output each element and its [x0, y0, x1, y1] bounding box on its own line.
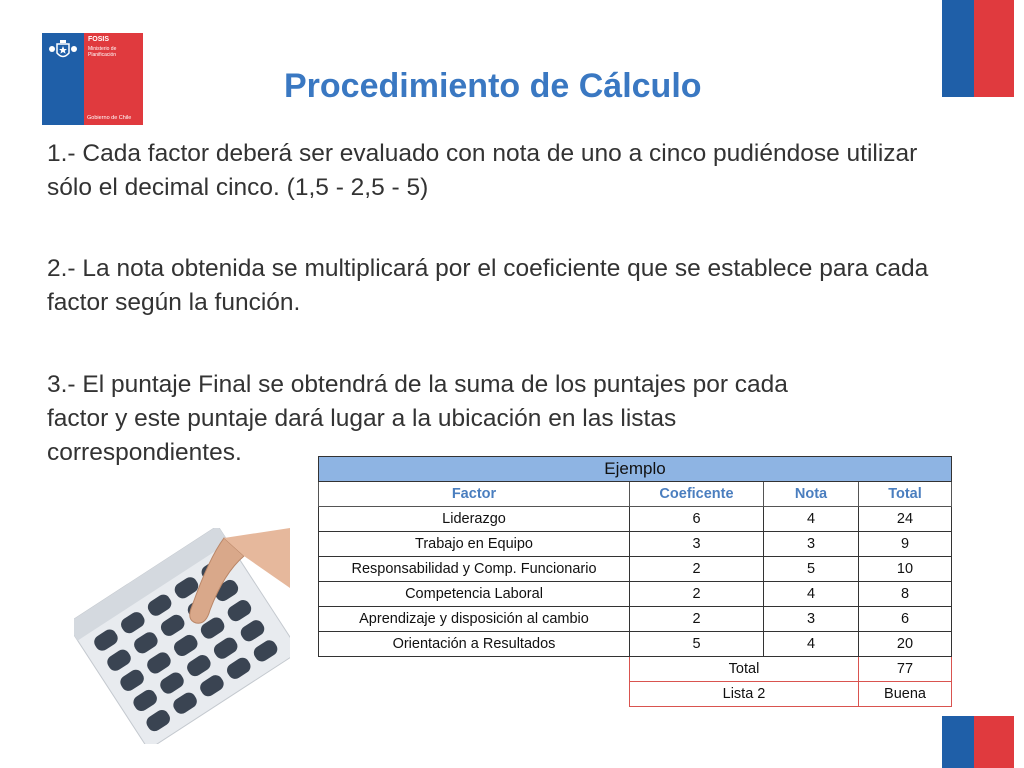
corner-red-bar: [974, 716, 1014, 768]
cell-nota: 3: [764, 532, 859, 557]
cell-coeficente: 6: [630, 507, 764, 532]
empty-cell: [319, 657, 630, 682]
cell-factor: Competencia Laboral: [319, 582, 630, 607]
table-row: [319, 632, 952, 657]
table-row: [319, 582, 952, 607]
logo-red-band: [84, 33, 143, 125]
logo-footer: Gobierno de Chile: [87, 115, 132, 121]
cell-factor: Aprendizaje y disposición al cambio: [319, 607, 630, 632]
table-header-row: [319, 482, 952, 507]
header-factor: Factor: [319, 482, 630, 507]
table-row: [319, 607, 952, 632]
example-table: [318, 456, 952, 707]
cell-factor: Responsabilidad y Comp. Funcionario: [319, 557, 630, 582]
cell-total: 20: [859, 632, 952, 657]
total-row: [319, 657, 952, 682]
cell-nota: 5: [764, 557, 859, 582]
fosis-logo: [42, 33, 143, 125]
list-row: [319, 682, 952, 707]
corner-flag-top: [942, 0, 1014, 97]
cell-coeficente: 3: [630, 532, 764, 557]
table-caption-row: [319, 457, 952, 482]
logo-name: FOSIS: [88, 36, 110, 43]
empty-cell: [319, 682, 630, 707]
corner-flag-bottom: [942, 716, 1014, 768]
cell-total: 6: [859, 607, 952, 632]
cell-nota: 4: [764, 632, 859, 657]
coat-of-arms-icon: [47, 39, 79, 63]
cell-factor: Trabajo en Equipo: [319, 532, 630, 557]
cell-coeficente: 2: [630, 582, 764, 607]
table-row: [319, 532, 952, 557]
corner-red-bar: [974, 0, 1014, 97]
paragraph-1: 1.- Cada factor deberá ser evaluado con nota de uno a cinco pudiéndose utilizar sólo el decimal cinco. (1,5 - 2,5 - 5): [47, 140, 918, 201]
total-label: Total: [630, 657, 859, 682]
total-value: 77: [859, 657, 952, 682]
cell-total: 8: [859, 582, 952, 607]
corner-blue-bar: [942, 716, 974, 768]
cell-nota: 3: [764, 607, 859, 632]
calculator-image: [74, 528, 290, 744]
list-label: Lista 2: [630, 682, 859, 707]
paragraph-2: 2.- La nota obtenida se multiplicará por el coeficiente que se establece para cada factor según la función.: [47, 255, 929, 316]
cell-factor: Orientación a Resultados: [319, 632, 630, 657]
cell-coeficente: 5: [630, 632, 764, 657]
cell-total: 24: [859, 507, 952, 532]
header-total: Total: [859, 482, 952, 507]
cell-nota: 4: [764, 582, 859, 607]
logo-blue-band: [42, 33, 84, 125]
paragraph-3: 3.- El puntaje Final se obtendrá de la suma de los puntajes por cada factor y este puntaje dará lugar a la ubicación en las listas correspondientes.: [47, 371, 788, 466]
header-nota: Nota: [764, 482, 859, 507]
table-row: [319, 557, 952, 582]
table-row: [319, 507, 952, 532]
cell-total: 9: [859, 532, 952, 557]
cell-coeficente: 2: [630, 557, 764, 582]
cell-nota: 4: [764, 507, 859, 532]
slide-title: Procedimiento de Cálculo: [284, 67, 702, 105]
logo-subtitle: Ministerio de Planificación: [88, 46, 117, 58]
table-caption: Ejemplo: [319, 457, 952, 482]
list-value: Buena: [859, 682, 952, 707]
cell-factor: Liderazgo: [319, 507, 630, 532]
cell-total: 10: [859, 557, 952, 582]
cell-coeficente: 2: [630, 607, 764, 632]
corner-blue-bar: [942, 0, 974, 97]
header-coeficente: Coeficente: [630, 482, 764, 507]
